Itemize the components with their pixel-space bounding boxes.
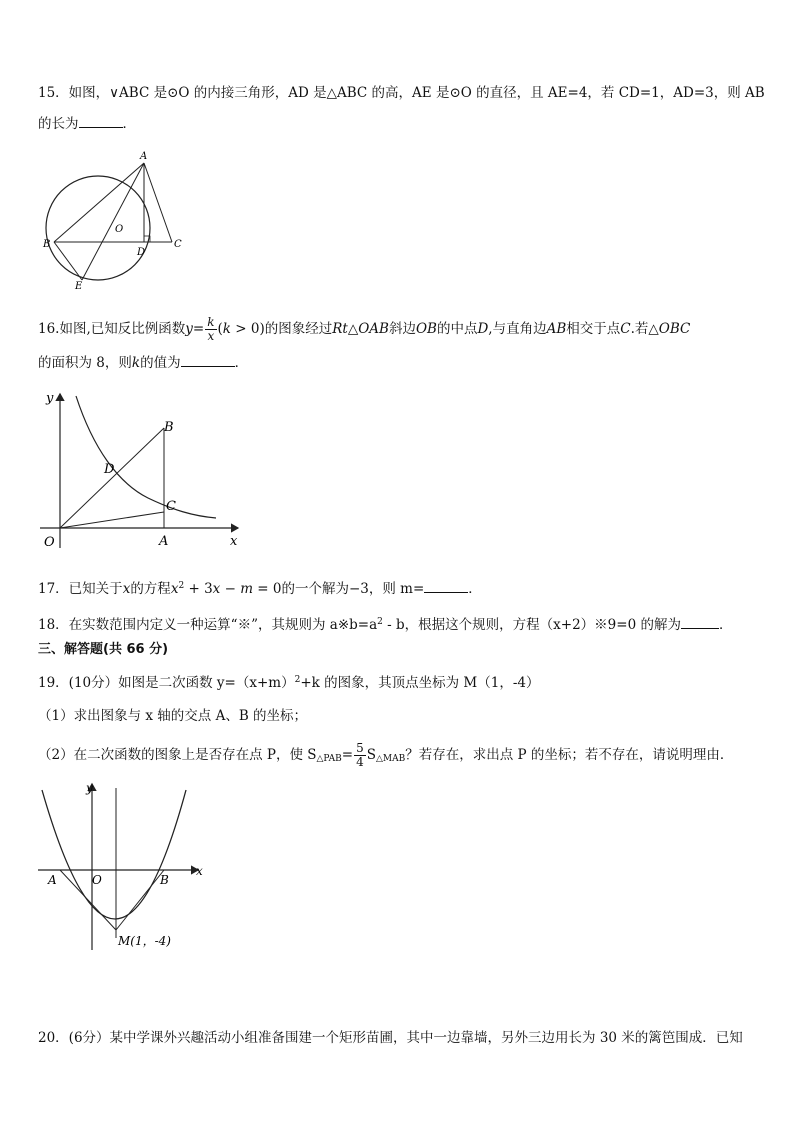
q15-label-b: B — [43, 239, 51, 250]
q15-answer-blank — [79, 115, 123, 128]
q16-label-o: O — [44, 535, 55, 550]
q15-line1: 15．如图，∨ABC 是⊙O 的内接三角形，AD 是△ABC 的高，AE 是⊙O 的直径，且 AE=4，若 CD=1，AD=3，则 AB — [38, 85, 765, 101]
q16-line1: 16.如图,已知反比例函数y= $\frac{k}{x}$ (k > 0)的图象经过Rt△OAB斜边OB的中点D,与直角边AB相交于点C.若△OBC — [38, 315, 691, 343]
q19-label-a: A — [48, 873, 57, 887]
q15-figure — [40, 148, 182, 293]
q19-label-x: x — [196, 864, 203, 878]
q16-label-y: y — [46, 391, 54, 406]
q19-label-m: M(1，-4) — [118, 934, 171, 948]
q16-figure — [38, 388, 248, 553]
q15-line2: 的长为 ． — [38, 116, 136, 132]
q16-label-x: x — [230, 534, 238, 549]
q19-fraction: $\frac{5}{4}$ — [356, 741, 364, 769]
q15-label-a: A — [140, 151, 148, 162]
q19-sub2: （2）在二次函数的图象上是否存在点 P，使 $S_{\triangle PAB}=$ $\frac{5}{4}$ $S_{\triangle MAB}$？若存在，求出点 P 的坐标；若不存在，请说明理由． — [38, 741, 734, 769]
q18-line: 18．在实数范围内定义一种运算“※”，其规则为 $a※b=a^2 - b$，根据这个规则，方程（x+2）※9=0 的解为 ． — [38, 617, 733, 633]
q19-label-o: O — [92, 873, 102, 887]
q16-fraction: $\frac{k}{x}$ — [207, 315, 215, 343]
q17-line: 17．已知关于x的方程$x^2 + 3x - m = 0$的一个解为−3，则 m= ． — [38, 581, 482, 597]
q16-answer-blank — [181, 354, 235, 367]
section-title: 三、解答题(共 66 分) — [38, 642, 169, 657]
q19-label-y: y — [86, 781, 93, 795]
q19-figure — [36, 778, 211, 953]
q15-label-o: O — [115, 224, 124, 235]
q16-label-a: A — [159, 534, 169, 549]
q15-label-c: C — [174, 239, 182, 250]
q16-label-c: C — [166, 499, 176, 514]
q16-line2: 的面积为 8，则k的值为 ． — [38, 355, 249, 371]
q19-head: 19．(10分）如图是二次函数 $y=(x+m)^2+k$ 的图象，其顶点坐标为 M（1，-4） — [38, 675, 540, 691]
q17-answer-blank — [424, 580, 468, 593]
q19-label-b: B — [160, 873, 169, 887]
q15-label-d: D — [137, 247, 146, 258]
q16-label-d: D — [104, 462, 115, 477]
q19-sub1: （1）求出图象与 x 轴的交点 A、B 的坐标； — [38, 708, 308, 724]
q20-line: 20．(6分）某中学课外兴趣活动小组准备围建一个矩形苗圃，其中一边靠墙，另外三边用长为 30 米的篱笆围成．已知 — [38, 1030, 743, 1046]
q15-label-e: E — [75, 281, 83, 292]
q16-label-b: B — [164, 420, 174, 435]
q18-answer-blank — [681, 616, 719, 629]
